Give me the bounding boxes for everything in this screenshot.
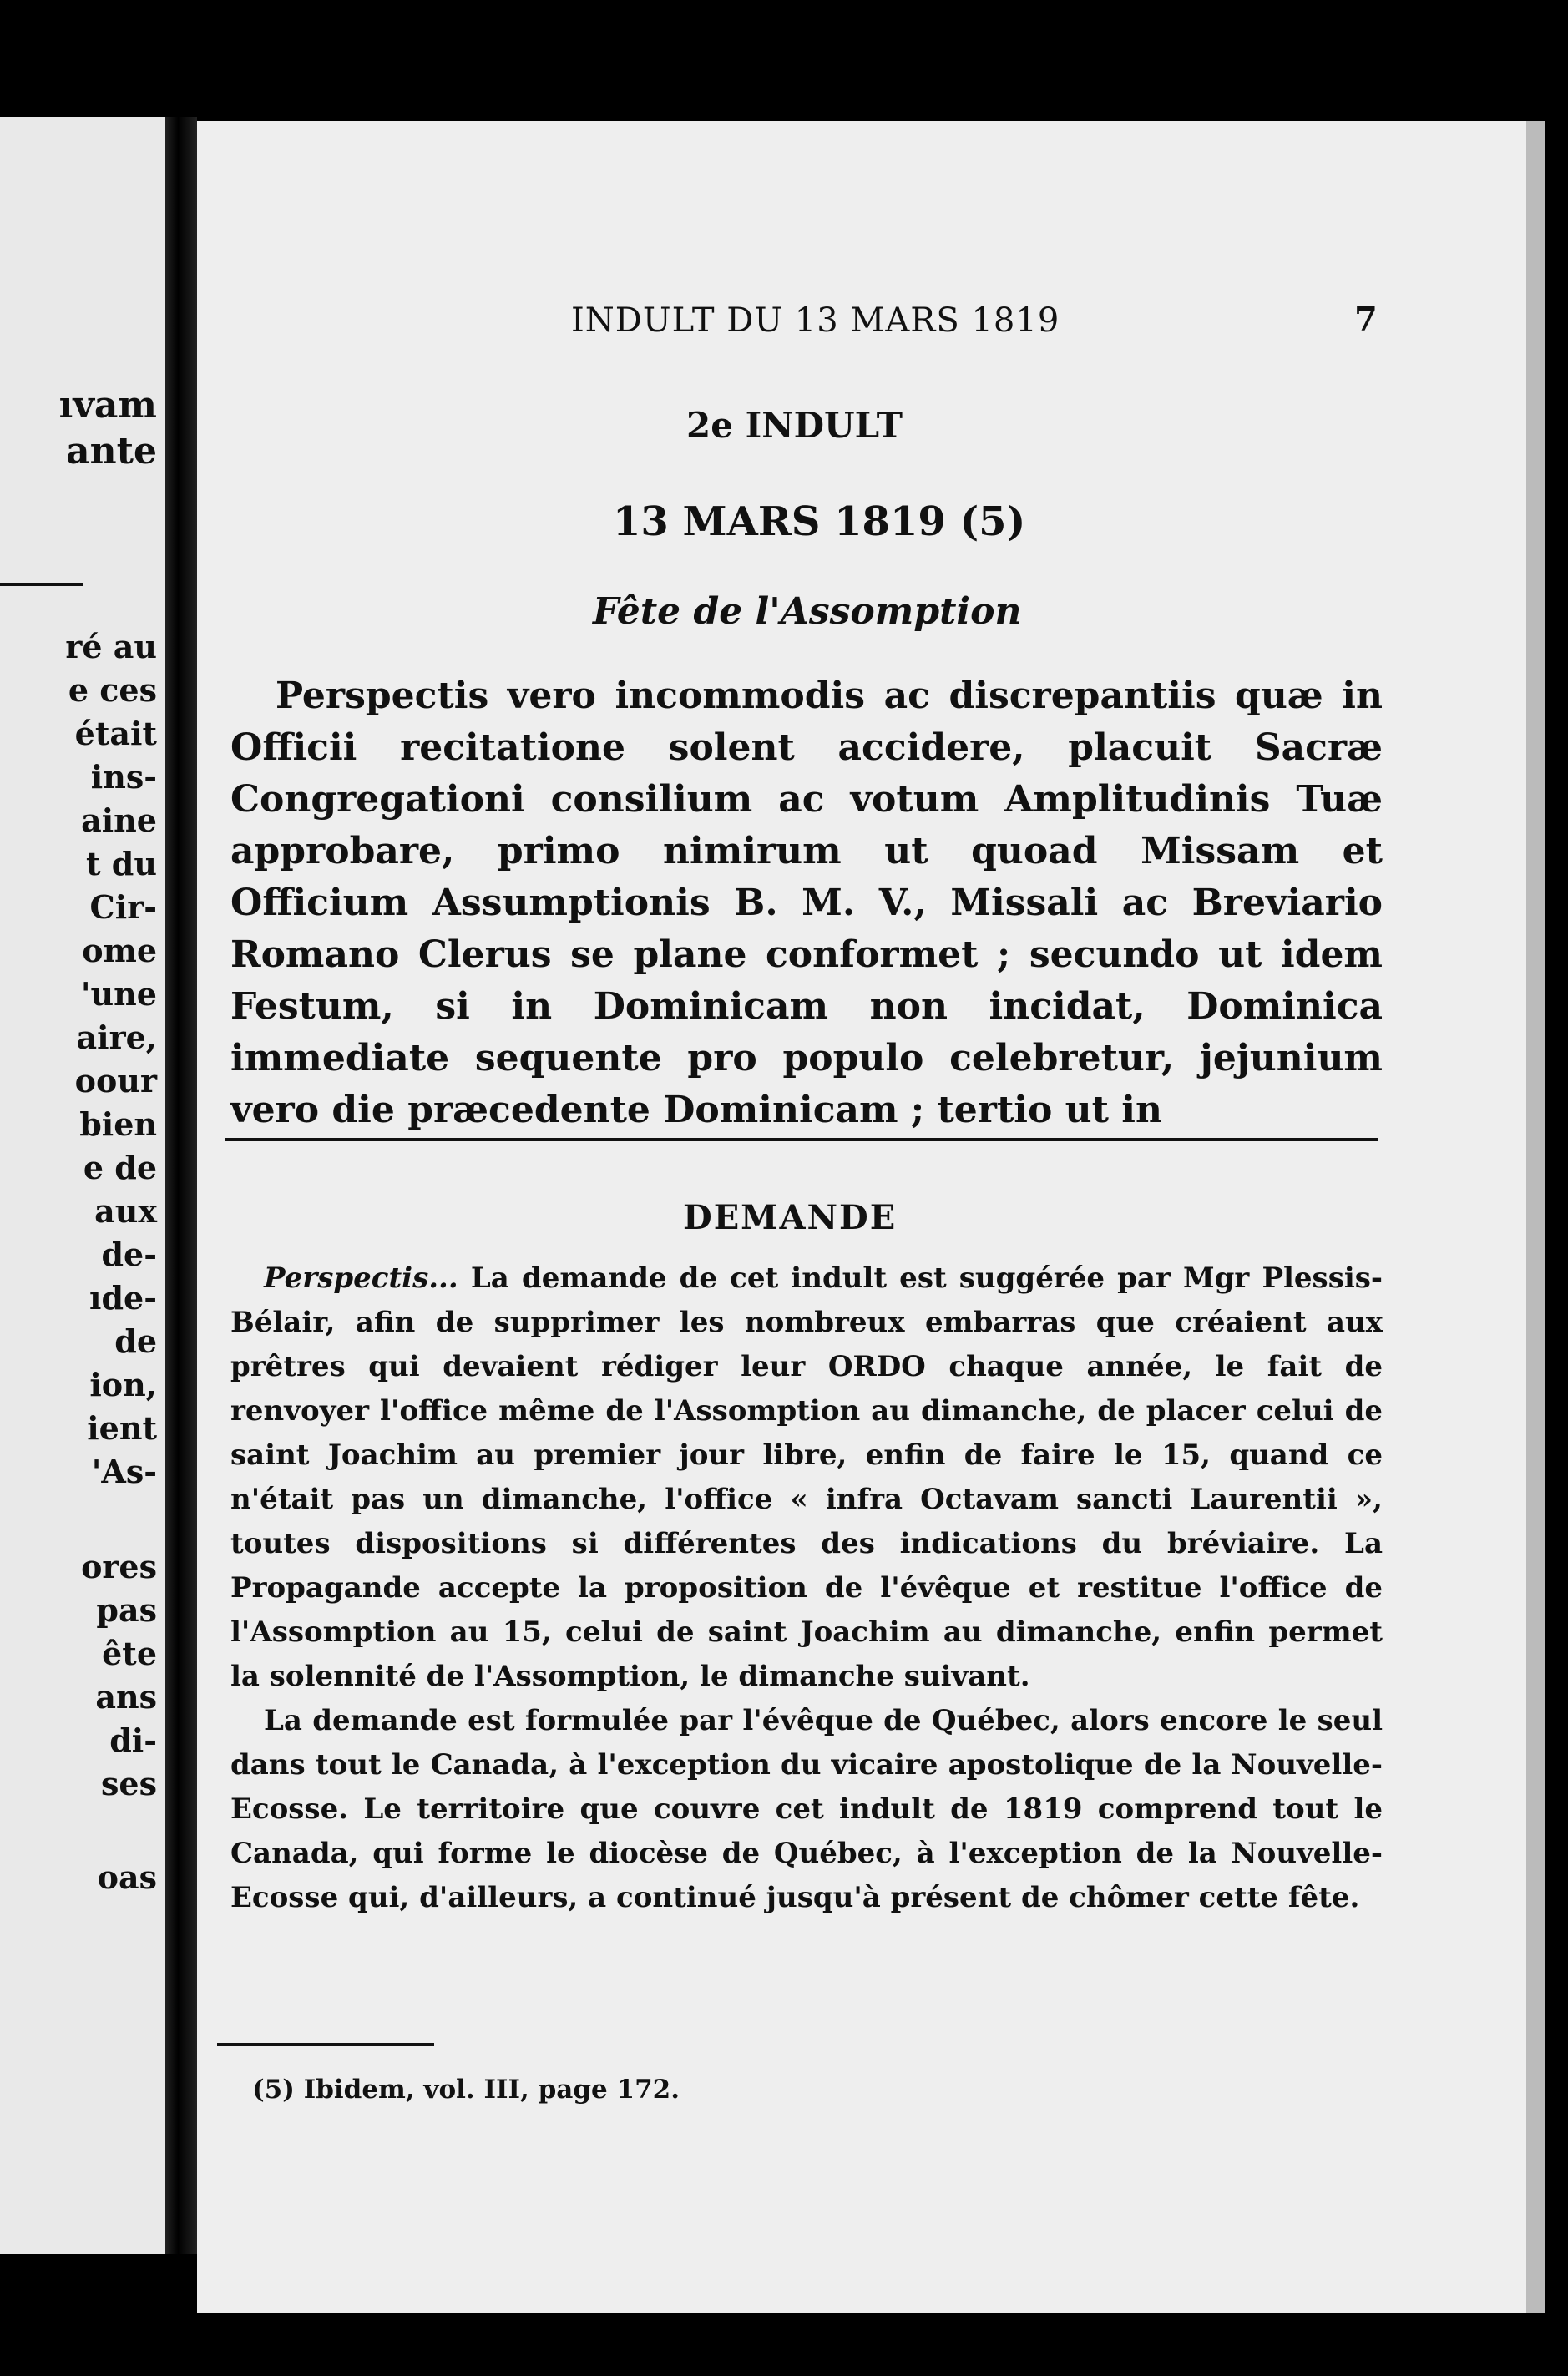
prev-page-line: ins- <box>90 758 157 796</box>
feast-title: Fête de l'Assomption <box>593 590 1022 633</box>
prev-page-line: aire, <box>76 1019 157 1056</box>
prev-page-line: de <box>114 1322 157 1360</box>
prev-page-line: ıvam <box>58 384 157 427</box>
prev-page-line: bien <box>79 1105 157 1143</box>
prev-page-line: di- <box>109 1721 157 1759</box>
indult-date-line <box>613 498 1025 545</box>
prev-page-line: ante <box>66 430 157 473</box>
section-divider <box>225 1138 1378 1141</box>
prev-page-line: ré au <box>65 628 157 665</box>
prev-page-line: ient <box>87 1409 157 1447</box>
prev-page-line: aine <box>81 801 157 839</box>
prev-page-line: 'une <box>80 975 157 1013</box>
prev-page-line: oour <box>74 1062 157 1100</box>
prev-page-line: ans <box>95 1678 157 1716</box>
running-head: INDULT DU 13 MARS 1819 <box>571 301 1060 340</box>
demande-commentary <box>230 1256 1383 1920</box>
indult-date: 13 MARS 1819 <box>613 498 946 545</box>
prev-page-line: de- <box>101 1236 157 1273</box>
prev-page-line: 'As- <box>91 1453 157 1490</box>
footnote-rule <box>217 2043 434 2046</box>
demande-paragraph-2: La demande est formulée par l'évêque de Québec, alors encore le seul dans tout le Canada, à l'exception du vicaire apostolique de la Nouvelle-Ecosse. Le territoire que couvre cet indult de 1819 comprend tout le Canada, qui forme le diocèse de Québec, à l'exception de la Nouvelle-Ecosse qui, d'ailleurs, a continué jusqu'à présent de chômer cette fête. <box>230 1704 1383 1914</box>
prev-page-line: aux <box>94 1192 157 1230</box>
demande-paragraph <box>230 1256 1383 1699</box>
prev-page-line: ses <box>101 1765 157 1802</box>
indult-number: 2e INDULT <box>686 405 903 446</box>
prev-page-line: ome <box>82 932 157 969</box>
prev-page-line: ıde- <box>89 1279 157 1317</box>
prev-page-line: Cir- <box>89 888 157 926</box>
prev-page-line: e ces <box>68 671 157 709</box>
prev-page-line: e de <box>83 1149 157 1186</box>
prev-page-line: t du <box>86 845 157 882</box>
page-edge-shadow <box>1526 121 1545 2313</box>
prev-page-line: oas <box>97 1858 157 1896</box>
page-number: 7 <box>1354 300 1378 339</box>
prev-page-line: pas <box>96 1591 157 1629</box>
prev-page-line: ores <box>81 1548 157 1585</box>
footnote-reference: (5) <box>959 498 1026 545</box>
indult-latin-text: Perspectis vero incommodis ac discrepantiis quæ in Officii recitatione solent accidere, placuit Sacræ Congregationi consilium ac votum Amplitudinis Tuæ approbare, primo nimirum ut quoad Missam et Officium Assumptionis B. M. V., Missali ac Breviario Romano Clerus se plane conformet ; secundo ut idem Festum, si in Dominicam non incidat, Dominica immediate sequente pro populo celebretur, jejunium vero die præcedente Dominicam ; tertio ut in <box>230 675 1383 1131</box>
previous-page-fragment <box>0 117 165 2254</box>
prev-page-rule <box>0 583 83 586</box>
demande-heading: DEMANDE <box>683 1198 898 1237</box>
prev-page-line: ête <box>102 1635 157 1672</box>
demande-lead: Perspectis... <box>264 1261 458 1295</box>
footnote: (5) Ibidem, vol. III, page 172. <box>252 2075 680 2105</box>
book-page <box>197 121 1526 2313</box>
book-gutter <box>165 117 197 2254</box>
prev-page-line: était <box>74 715 157 752</box>
demande-paragraph-1-text: La demande de cet indult est suggérée par Mgr Plessis-Bélair, afin de supprimer les nombreux embarras que créaient aux prêtres qui devaient rédiger leur ORDO chaque année, le fait de renvoyer l'office même de l'Assomption au dimanche, de placer celui de saint Joachim au premier jour libre, enfin de faire le 15, quand ce n'était pas un dimanche, l'office « infra Octavam sancti Laurentii », toutes dispositions si différentes des indications du bréviaire. La Propagande accepte la proposition de l'évêque et restitue l'office de l'Assomption au 15, celui de saint Joachim au dimanche, enfin permet la solennité de l'Assomption, le dimanche suivant. <box>230 1261 1383 1693</box>
prev-page-line: ion, <box>89 1366 157 1403</box>
